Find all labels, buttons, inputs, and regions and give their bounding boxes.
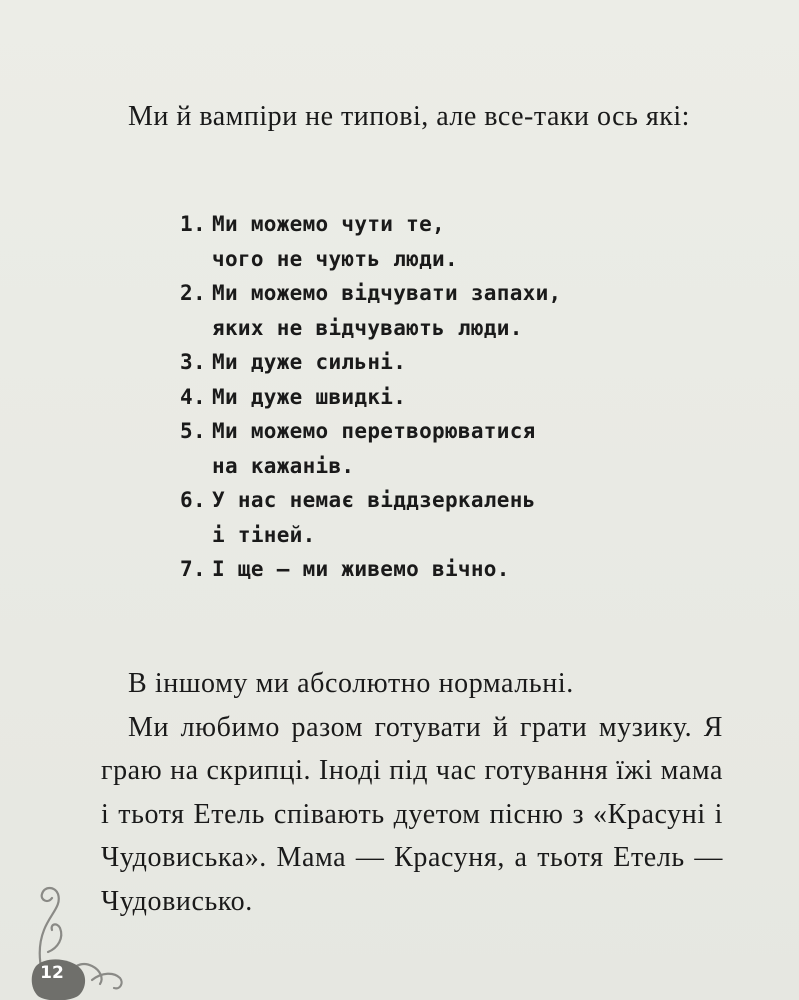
list-item bbox=[180, 345, 740, 380]
intro-line: Ми й вампіри не типові, але все-таки ось які: bbox=[128, 101, 690, 132]
list-item-continuation: чого не чують люди. bbox=[212, 246, 458, 271]
list-item-continuation: на кажанів. bbox=[212, 453, 355, 478]
paragraph: В іншому ми абсолютно нормальні. bbox=[128, 668, 574, 699]
list-item-text: Ми можемо перетворюватися bbox=[212, 419, 536, 443]
list-item-text: Ми дуже швидкі. bbox=[212, 384, 407, 409]
list-item bbox=[180, 380, 740, 415]
list-item bbox=[180, 552, 740, 587]
list-item bbox=[180, 276, 740, 345]
list-item-text: Ми можемо відчувати запахи, bbox=[212, 281, 562, 305]
page-number: 12 bbox=[40, 963, 64, 983]
paragraph: Ми любимо разом готувати й грати музику. Я граю на скрипці. Іноді під час готування їжі мама і тьотя Етель співають дуетом пісню з «Красуні і Чудовиська». Мама — Красуня, а тьотя Етель — Чудовисько. bbox=[101, 711, 723, 917]
list-item-text: У нас немає віддзеркалень bbox=[212, 488, 536, 512]
list-item-text: І ще — ми живемо вічно. bbox=[212, 557, 510, 581]
list-item-number: 1. bbox=[180, 212, 206, 236]
list-item-number: 6. bbox=[180, 488, 206, 512]
list-item-number: 4. bbox=[180, 384, 206, 409]
body-text bbox=[101, 662, 723, 923]
list-item-number: 7. bbox=[180, 557, 206, 581]
list-item-number: 5. bbox=[180, 419, 206, 443]
list-item-text: Ми дуже сильні. bbox=[212, 350, 407, 374]
list-item bbox=[180, 207, 740, 276]
list-item-number: 2. bbox=[180, 281, 206, 305]
list-item-continuation: і тіней. bbox=[212, 522, 316, 547]
list-item-continuation: яких не відчувають люди. bbox=[212, 315, 523, 340]
vampire-traits-list bbox=[180, 207, 740, 587]
list-item-text: Ми можемо чути те, bbox=[212, 212, 445, 236]
list-item bbox=[180, 414, 740, 483]
list-item-number: 3. bbox=[180, 350, 206, 374]
list-item bbox=[180, 483, 740, 552]
